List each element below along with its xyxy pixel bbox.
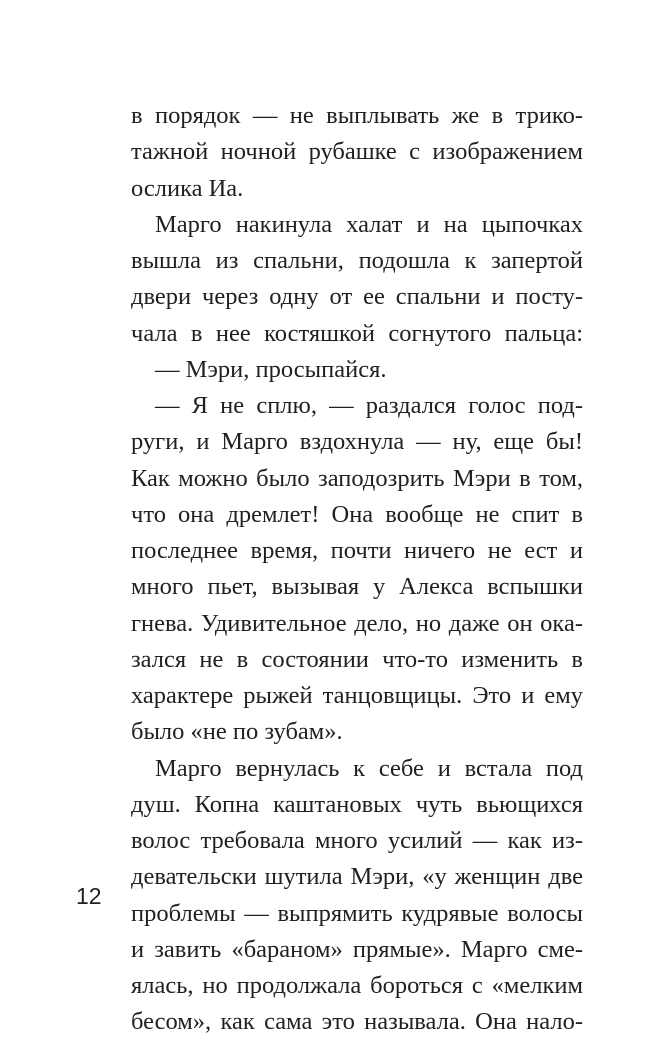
text-line: зался не в состоянии что-то изменить в xyxy=(131,645,583,673)
text-line: двери через одну от ее спальни и посту- xyxy=(131,283,583,311)
text-line: тажной ночной рубашке с изображением xyxy=(131,138,583,166)
text-line: ялась, но продолжала бороться с «мелким xyxy=(131,972,583,999)
text-line: что она дремлет! Она вообще не спит в xyxy=(131,500,583,528)
text-line: было «не по зубам». xyxy=(131,718,343,746)
text-line: и завить «бараном» прямые». Марго сме- xyxy=(131,935,583,963)
text-line: Марго накинула халат и на цыпочках xyxy=(155,210,583,238)
text-line: проблемы — выпрямить кудрявые волосы xyxy=(131,899,583,927)
text-line: волос требовала много усилий — как из- xyxy=(131,827,583,854)
text-line: руги, и Марго вздохнула — ну, еще бы! xyxy=(131,428,583,456)
text-line: — Я не сплю, — раздался голос под- xyxy=(155,392,583,419)
text-line: гнева. Удивительное дело, но даже он ока- xyxy=(131,609,583,637)
text-line: ослика Иа. xyxy=(131,174,244,202)
text-line: много пьет, вызывая у Алекса вспышки xyxy=(131,573,583,601)
text-line: душ. Копна каштановых чуть вьющихся xyxy=(131,790,583,818)
text-line: — Мэри, просыпайся. xyxy=(155,355,387,383)
text-line: вышла из спальни, подошла к запертой xyxy=(131,247,583,274)
text-line: Марго вернулась к себе и встала под xyxy=(155,754,583,782)
text-line: в порядок — не выплывать же в трико- xyxy=(131,102,583,129)
text-line: характере рыжей танцовщицы. Это и ему xyxy=(131,682,583,709)
text-line: бесом», как сама это называла. Она нало- xyxy=(131,1008,583,1036)
text-line: Как можно было заподозрить Мэри в том, xyxy=(131,464,583,492)
page-number: 12 xyxy=(76,883,102,909)
text-line: девательски шутила Мэри, «у женщин две xyxy=(131,863,583,891)
text-line: чала в нее костяшкой согнутого пальца: xyxy=(131,319,583,347)
book-page-text xyxy=(131,98,583,1041)
text-line: последнее время, почти ничего не ест и xyxy=(131,537,583,564)
